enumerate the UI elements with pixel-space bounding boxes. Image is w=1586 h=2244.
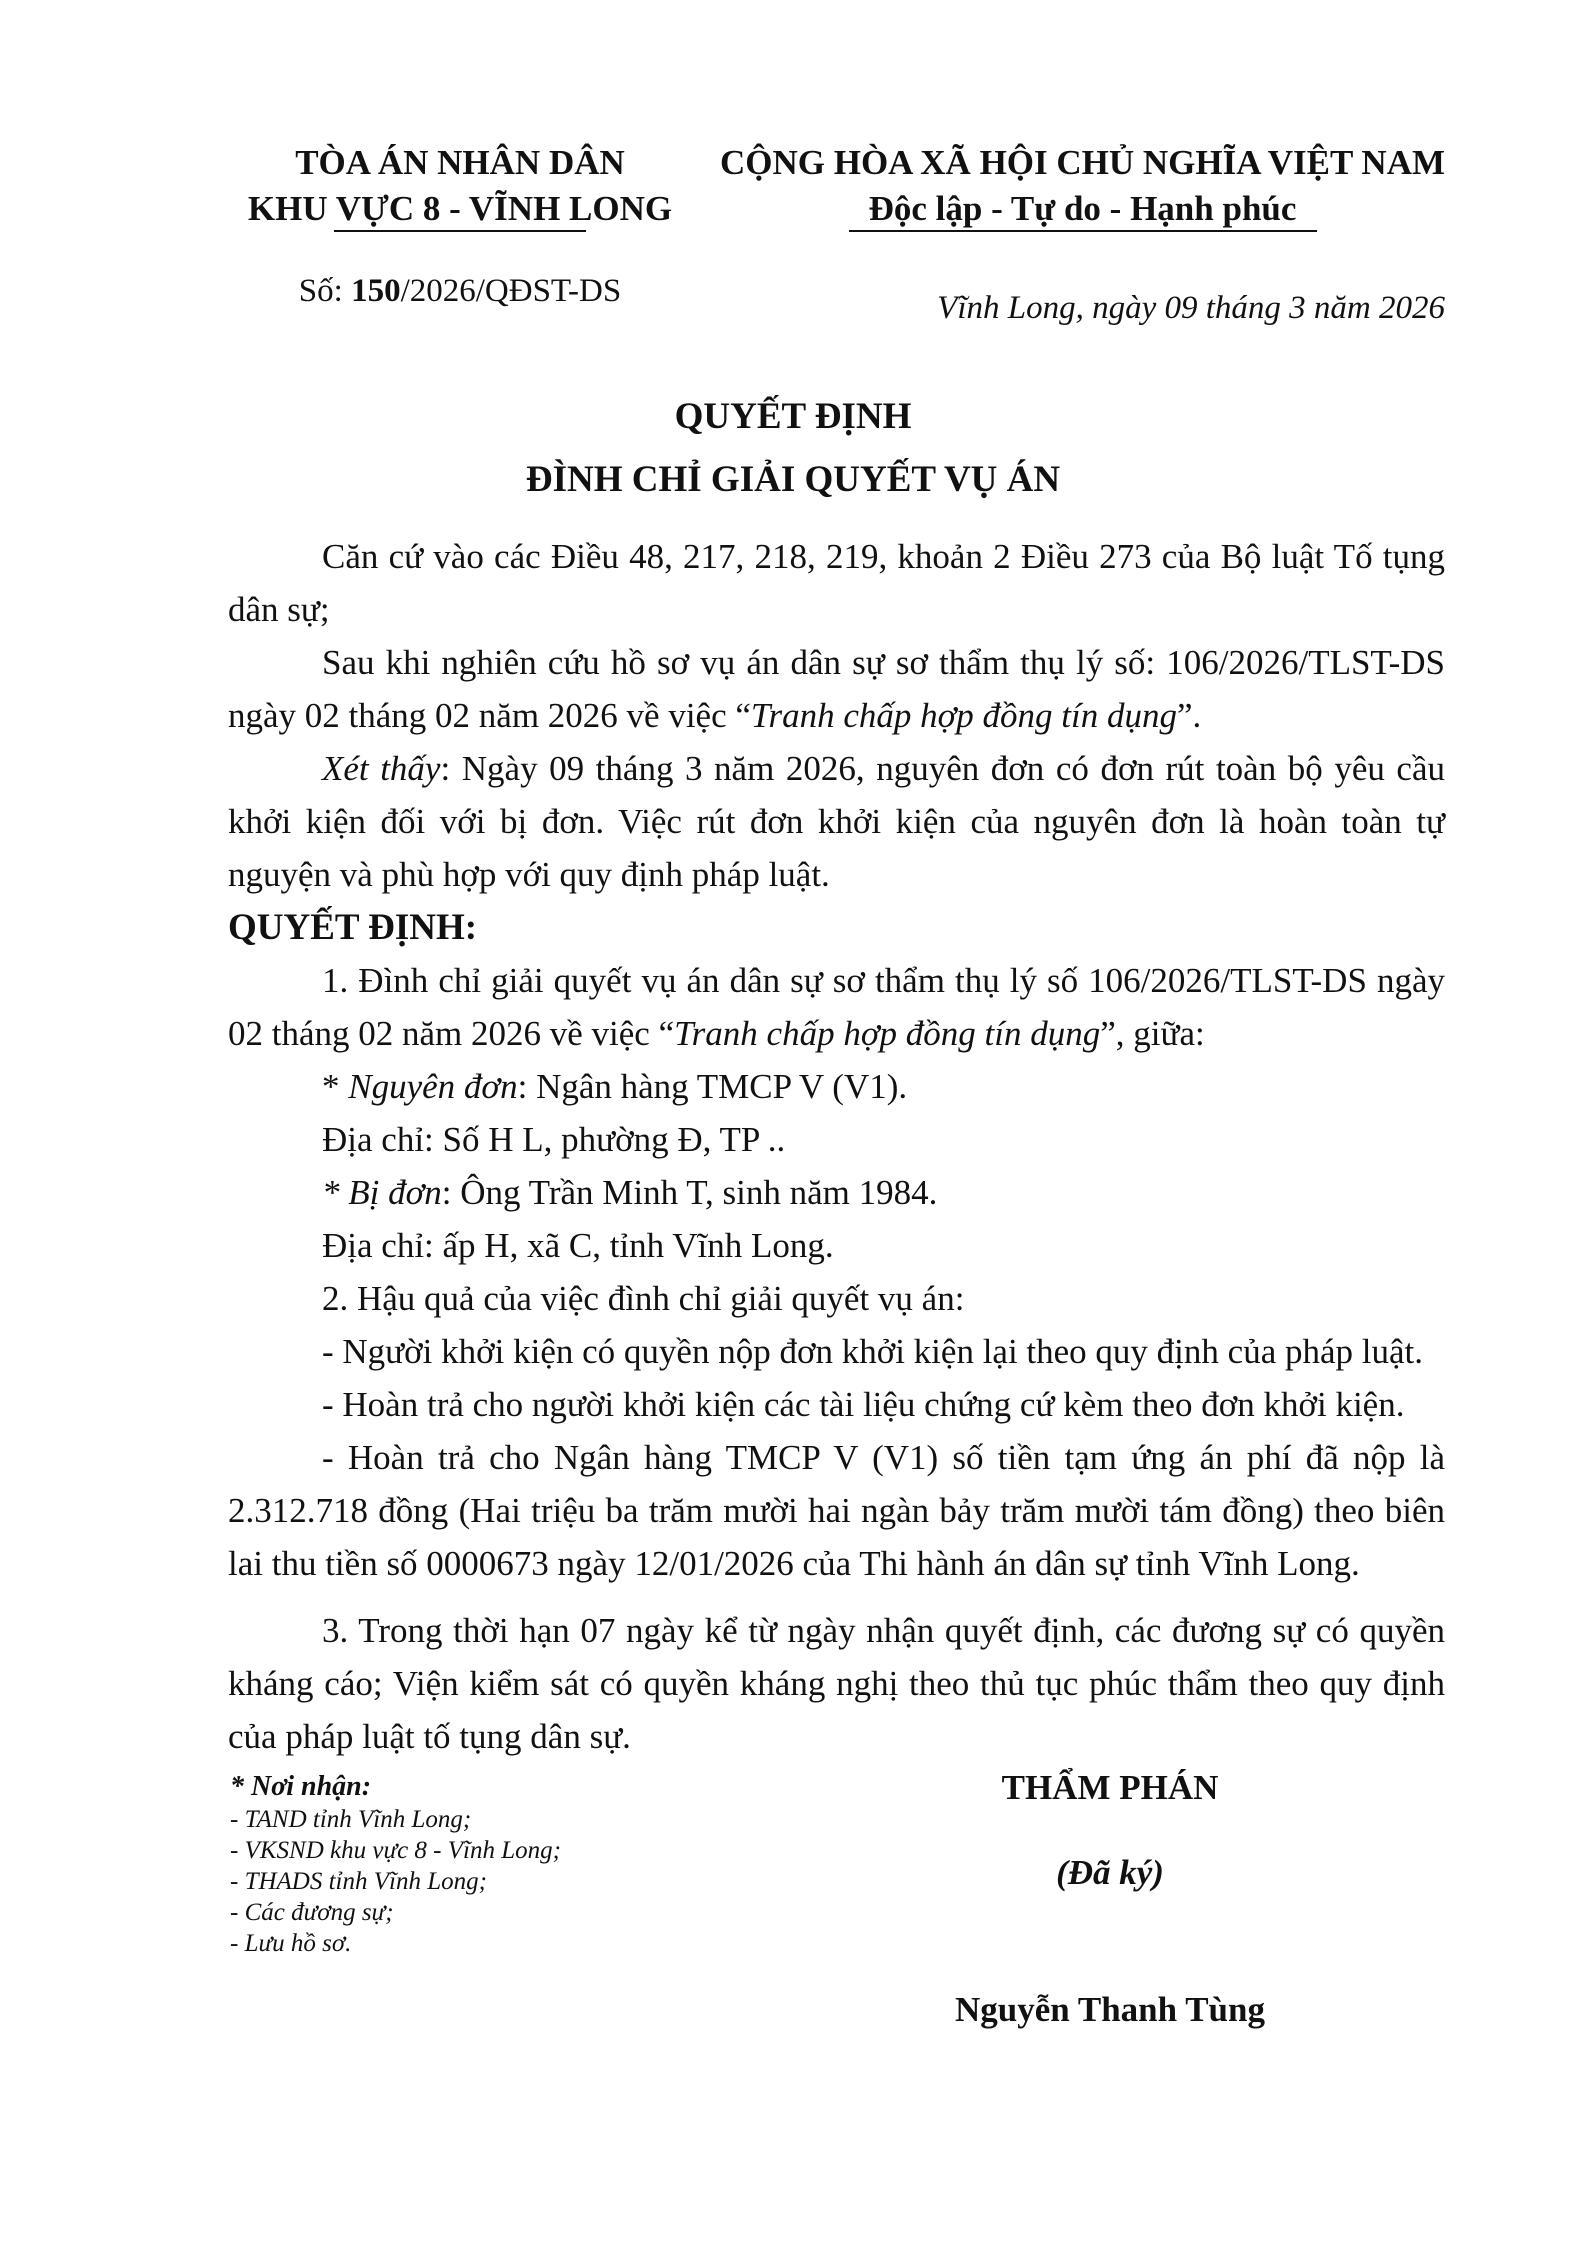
place-date: Vĩnh Long, ngày 09 tháng 3 năm 2026 bbox=[937, 290, 1445, 326]
plaintiff-line: * Nguyên đơn: Ngân hàng TMCP V (V1). bbox=[322, 1067, 908, 1106]
consequence-refund-fee: - Hoàn trả cho Ngân hàng TMCP V (V1) số tiền tạm ứng án phí đã nộp là 2.312.718 đồng (Hai triệu ba trăm mười hai ngàn bảy trăm mười tám đồng) theo biên lai thu tiền số 0000673 ngày 12/01/2026 của Thi hành án dân sự tỉnh Vĩnh Long. bbox=[228, 1438, 1445, 1583]
court-underline bbox=[334, 230, 586, 232]
title-line2: ĐÌNH CHỈ GIẢI QUYẾT VỤ ÁN bbox=[525, 459, 1061, 500]
recipient-item: - TAND tỉnh Vĩnh Long; bbox=[230, 1806, 472, 1833]
review-paragraph: Sau khi nghiên cứu hồ sơ vụ án dân sự sơ thẩm thụ lý số: 106/2026/TLST-DS ngày 02 tháng 02 năm 2026 về việc “Tranh chấp hợp đồng tín dụng”. bbox=[228, 643, 1445, 735]
legal-basis-paragraph: Căn cứ vào các Điều 48, 217, 218, 219, khoản 2 Điều 273 của Bộ luật Tố tụng dân sự; bbox=[228, 537, 1445, 629]
motto: Độc lập - Tự do - Hạnh phúc bbox=[868, 189, 1297, 228]
nation-name: CỘNG HÒA XÃ HỘI CHỦ NGHĨA VIỆT NAM bbox=[719, 143, 1446, 182]
recipient-item: - Các đương sự; bbox=[230, 1899, 394, 1926]
document-number-bold: 150 bbox=[351, 273, 401, 309]
decision-item-2: 2. Hậu quả của việc đình chỉ giải quyết vụ án: bbox=[322, 1279, 965, 1318]
court-name-line2: KHU VỰC 8 - VĨNH LONG bbox=[247, 189, 673, 228]
signature-title: THẨM PHÁN bbox=[1001, 1768, 1219, 1807]
consideration-paragraph: Xét thấy: Ngày 09 tháng 3 năm 2026, nguyên đơn có đơn rút toàn bộ yêu cầu khởi kiện đối với bị đơn. Việc rút đơn khởi kiện của nguyên đơn là hoàn toàn tự nguyện và phù hợp với quy định pháp luật. bbox=[228, 749, 1445, 894]
motto-underline bbox=[849, 230, 1317, 232]
recipient-item: - VKSND khu vực 8 - Vĩnh Long; bbox=[230, 1837, 561, 1864]
court-name bbox=[220, 140, 700, 232]
decision-heading: QUYẾT ĐỊNH: bbox=[228, 907, 478, 948]
plaintiff-address: Địa chỉ: Số H L, phường Đ, TP .. bbox=[322, 1120, 786, 1159]
title-line1: QUYẾT ĐỊNH bbox=[674, 396, 912, 437]
document-body bbox=[228, 530, 1445, 1763]
defendant-address: Địa chỉ: ấp H, xã C, tỉnh Vĩnh Long. bbox=[322, 1226, 834, 1265]
decision-item-3: 3. Trong thời hạn 07 ngày kể từ ngày nhận quyết định, các đương sự có quyền kháng cáo; Viện kiểm sát có quyền kháng nghị theo thủ tục phúc thẩm theo quy định của pháp luật tố tụng dân sự. bbox=[228, 1611, 1445, 1756]
signature-signed: (Đã ký) bbox=[1056, 1853, 1164, 1892]
document-title bbox=[0, 385, 1586, 511]
court-name-line1: TÒA ÁN NHÂN DÂN bbox=[295, 143, 625, 182]
recipients-block bbox=[230, 1770, 790, 1959]
defendant-line: * Bị đơn: Ông Trần Minh T, sinh năm 1984. bbox=[322, 1173, 938, 1212]
recipient-item: - THADS tỉnh Vĩnh Long; bbox=[230, 1868, 487, 1895]
recipient-item: - Lưu hồ sơ. bbox=[230, 1930, 352, 1957]
signer-name: Nguyễn Thanh Tùng bbox=[955, 1990, 1265, 2029]
recipients-heading: * Nơi nhận: bbox=[230, 1771, 372, 1802]
national-motto bbox=[705, 140, 1460, 232]
consequence-refile: - Người khởi kiện có quyền nộp đơn khởi kiện lại theo quy định của pháp luật. bbox=[322, 1332, 1423, 1371]
document-number: Số: 150/2026/QĐST-DS bbox=[298, 273, 622, 309]
consequence-return-documents: - Hoàn trả cho người khởi kiện các tài liệu chứng cứ kèm theo đơn khởi kiện. bbox=[322, 1385, 1405, 1424]
decision-item-1: 1. Đình chỉ giải quyết vụ án dân sự sơ thẩm thụ lý số 106/2026/TLST-DS ngày 02 tháng 02 năm 2026 về việc “Tranh chấp hợp đồng tín dụng”, giữa: bbox=[228, 961, 1445, 1053]
